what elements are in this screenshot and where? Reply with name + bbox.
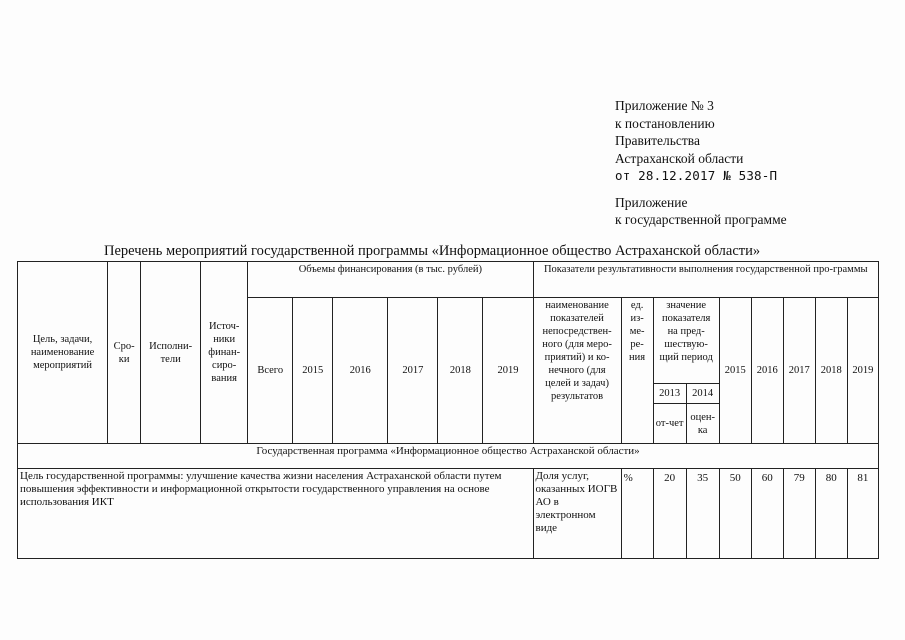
section-title: Государственная программа «Информационное общество Астраханской области» (18, 444, 879, 469)
header-total: Всего (248, 298, 293, 444)
header-year: 2019 (483, 298, 533, 444)
value-2016: 60 (751, 469, 783, 559)
document-title: Перечень мероприятий государственной программы «Информационное общество Астраханской области» (104, 243, 761, 259)
header-goal: Цель, задачи, наименование мероприятий (18, 262, 108, 444)
table-row (18, 469, 879, 559)
annex-line: к постановлению (615, 115, 715, 131)
header-year: 2018 (438, 298, 483, 444)
annex-line: Правительства (615, 133, 700, 148)
annex-block (615, 97, 787, 229)
header-base-year-2013: 2013 (653, 384, 686, 404)
header-year: 2016 (333, 298, 388, 444)
header-executors: Исполни-тели (141, 262, 201, 444)
header-indicator-year: 2015 (719, 298, 751, 444)
annex-date-line: от 28.12.2017 № 538-П (615, 168, 778, 183)
header-unit: ед. из-ме-ре-ния (621, 298, 653, 444)
value-2017: 79 (783, 469, 815, 559)
annex-line: Приложение № 3 (615, 98, 714, 113)
value-2018: 80 (815, 469, 847, 559)
header-indicator-year: 2018 (815, 298, 847, 444)
header-indicator-year: 2019 (847, 298, 878, 444)
annex-line: Приложение (615, 194, 688, 210)
annex-line: к государственной программе (615, 212, 787, 227)
value-2015: 50 (719, 469, 751, 559)
value-2014: 35 (686, 469, 719, 559)
header-year: 2017 (388, 298, 438, 444)
header-year: 2015 (293, 298, 333, 444)
header-indicator-year: 2017 (783, 298, 815, 444)
header-base-2014-kind: оцен-ка (686, 404, 719, 444)
header-base-year-2014: 2014 (686, 384, 719, 404)
value-2019: 81 (847, 469, 878, 559)
indicator-name: Доля услуг, оказанных ИОГВ АО в электронном виде (533, 469, 621, 559)
header-funding-group: Объемы финансирования (в тыс. рублей) (248, 262, 533, 298)
header-base-value: значение показателя на пред-шествую-щий период (653, 298, 719, 384)
header-sources: Источ-ники финан-сиро-вания (201, 262, 248, 444)
header-base-2013-kind: от-чет (653, 404, 686, 444)
annex-line: Астраханской области (615, 150, 744, 166)
header-terms: Сро-ки (108, 262, 141, 444)
value-2013: 20 (653, 469, 686, 559)
indicator-unit: % (621, 469, 653, 559)
header-indicator-name: наименование показателей непосредствен-ного (для меро-приятий) и ко-нечного (для целей и задач) результатов (533, 298, 621, 444)
activities-table (17, 261, 879, 559)
header-indicator-year: 2016 (751, 298, 783, 444)
header-indicators-group: Показатели результативности выполнения государственной про-граммы (533, 262, 879, 298)
goal-text: Цель государственной программы: улучшение качества жизни населения Астраханской области путем повышения эффективности и информационной открытости государственного управления на основе использования ИКТ (18, 469, 534, 559)
